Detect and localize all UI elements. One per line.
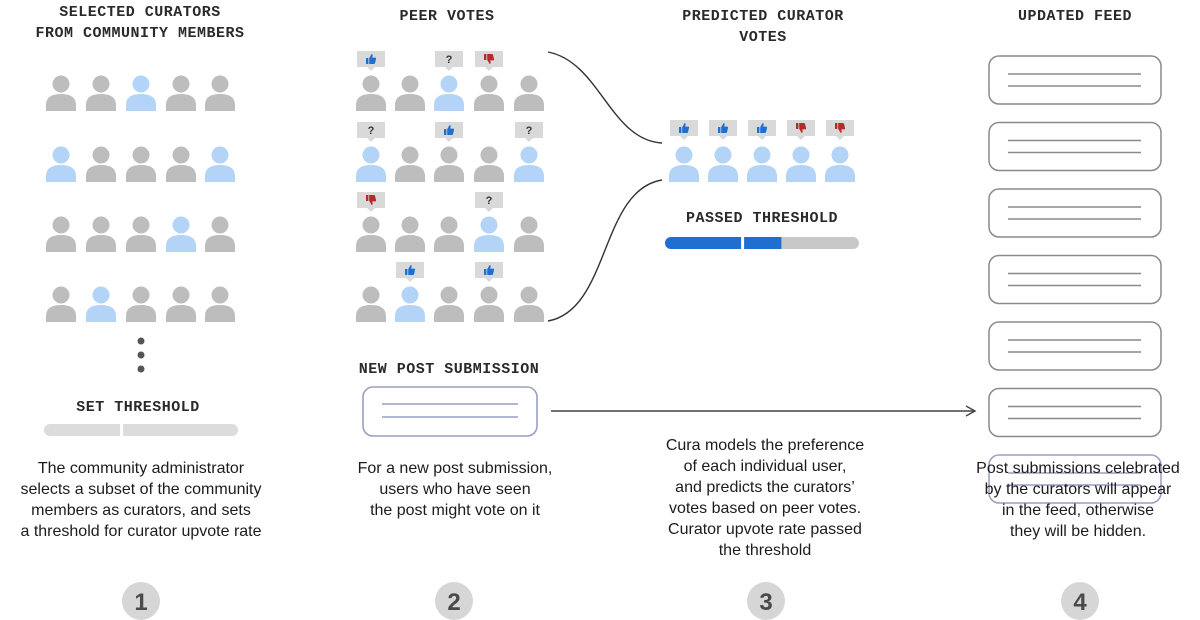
peer-r3-c5 <box>514 217 544 253</box>
vote-badge-r1-c1 <box>357 51 385 71</box>
peer-r1-c4 <box>474 76 504 112</box>
new-post-submission-label: NEW POST SUBMISSION <box>358 361 540 378</box>
step-3-column <box>665 8 864 620</box>
step-4-number-label: 4 <box>1073 589 1087 616</box>
person-r4-c1 <box>46 287 76 323</box>
peer-r1-c3 <box>434 76 464 112</box>
person-r2-c1 <box>46 147 76 183</box>
peer-r3-c1 <box>356 217 386 253</box>
feed-post-card <box>989 56 1161 104</box>
vote-badge-r2-c3 <box>435 122 463 142</box>
vote-badge-r4-c2 <box>396 262 424 282</box>
passed-threshold-fill <box>665 237 781 249</box>
step-4-description-line-2: by the curators will appear <box>984 481 1172 498</box>
person-r1-c1 <box>46 76 76 112</box>
person-r3-c5 <box>205 217 235 253</box>
step-3-title-line-1: PREDICTED CURATOR <box>682 8 844 25</box>
peer-r2-c2 <box>395 147 425 183</box>
predicted-curator-3 <box>747 147 777 183</box>
predicted-curator-votes <box>669 120 855 182</box>
peer-r4-c3 <box>434 287 464 323</box>
peer-r4-c4 <box>474 287 504 323</box>
curator-grid <box>46 76 235 323</box>
peer-r4-c2 <box>395 287 425 323</box>
person-r1-c5 <box>205 76 235 112</box>
step-2-title: PEER VOTES <box>399 8 495 25</box>
step-3-description-line-4: votes based on peer votes. <box>668 500 862 517</box>
feed-post-card <box>989 123 1161 171</box>
connector-curve-bottom <box>548 180 662 321</box>
peer-r2-c3 <box>434 147 464 183</box>
step-4-number <box>1061 582 1099 620</box>
set-threshold-label: SET THRESHOLD <box>76 399 200 416</box>
step-3-description-line-2: of each individual user, <box>683 458 847 475</box>
person-r4-c5 <box>205 287 235 323</box>
peer-r2-c4 <box>474 147 504 183</box>
step-2-column <box>356 8 552 620</box>
peer-r3-c4 <box>474 217 504 253</box>
person-r4-c2 <box>86 287 116 323</box>
step-3-description-line-6: the threshold <box>718 542 812 559</box>
passed-threshold-marker <box>741 237 744 249</box>
vote-badge-r4-c4 <box>475 262 503 282</box>
person-r3-c2 <box>86 217 116 253</box>
svg-text:?: ? <box>367 125 375 137</box>
peer-r2-c1 <box>356 147 386 183</box>
peer-vote-grid <box>356 51 544 322</box>
person-r4-c4 <box>166 287 196 323</box>
new-post-card <box>363 387 537 436</box>
person-r2-c3 <box>126 147 156 183</box>
predicted-vote-badge-5 <box>826 120 854 140</box>
peer-r2-c5 <box>514 147 544 183</box>
peer-r3-c2 <box>395 217 425 253</box>
step-4-title: UPDATED FEED <box>1017 8 1133 25</box>
step-1-description-line-1: The community administrator <box>37 460 245 477</box>
person-r2-c4 <box>166 147 196 183</box>
peer-r4-c5 <box>514 287 544 323</box>
passed-threshold-bar <box>665 237 859 249</box>
peer-r1-c5 <box>514 76 544 112</box>
step-4-description-line-3: in the feed, otherwise <box>1001 502 1155 519</box>
vote-badge-r3-c4 <box>475 192 503 212</box>
person-r1-c3 <box>126 76 156 112</box>
step-4-column <box>976 8 1180 620</box>
person-r3-c1 <box>46 217 76 253</box>
step-4-description-line-4: they will be hidden. <box>1009 523 1147 540</box>
predicted-curator-1 <box>669 147 699 183</box>
predicted-vote-badge-4 <box>787 120 815 140</box>
step-1-number-label: 1 <box>134 589 148 616</box>
set-threshold-bar <box>44 424 238 436</box>
svg-text:?: ? <box>525 125 533 137</box>
passed-threshold-label: PASSED THRESHOLD <box>685 210 839 227</box>
predicted-curator-4 <box>786 147 816 183</box>
step-1-title-line-1: SELECTED CURATORS <box>59 4 221 21</box>
peer-r4-c1 <box>356 287 386 323</box>
person-r2-c2 <box>86 147 116 183</box>
step-1-number <box>122 582 160 620</box>
step-3-description-line-5: Curator upvote rate passed <box>668 521 862 538</box>
predicted-curator-2 <box>708 147 738 183</box>
more-members-ellipsis <box>138 338 145 373</box>
predicted-vote-badge-1 <box>670 120 698 140</box>
step-2-description-line-1: For a new post submission, <box>357 460 553 477</box>
person-r1-c4 <box>166 76 196 112</box>
step-3-number <box>747 582 785 620</box>
step-3-number-label: 3 <box>759 589 773 616</box>
step-3-description-line-1: Cura models the preference <box>665 437 865 454</box>
set-threshold-marker <box>120 424 123 436</box>
feed-post-card <box>989 189 1161 237</box>
peer-r1-c2 <box>395 76 425 112</box>
person-r4-c3 <box>126 287 156 323</box>
step-2-number-label: 2 <box>447 589 461 616</box>
step-1-description-line-2: selects a subset of the community <box>20 481 262 498</box>
svg-text:?: ? <box>485 195 493 207</box>
step-3-title-line-2: VOTES <box>739 29 787 46</box>
step-1-column <box>20 4 261 620</box>
peer-r3-c3 <box>434 217 464 253</box>
person-r3-c4 <box>166 217 196 253</box>
feed-post-card <box>989 256 1161 304</box>
step-1-description-line-4: a threshold for curator upvote rate <box>20 523 262 540</box>
person-r1-c2 <box>86 76 116 112</box>
svg-text:?: ? <box>445 54 453 66</box>
predicted-vote-badge-2 <box>709 120 737 140</box>
step-4-description-line-1: Post submissions celebrated <box>976 460 1180 477</box>
vote-badge-r2-c5 <box>515 122 543 142</box>
set-threshold-track <box>44 424 238 436</box>
step-1-description <box>20 460 261 540</box>
vote-badge-r2-c1 <box>357 122 385 142</box>
step-1-description-line-3: members as curators, and sets <box>31 502 251 519</box>
step-3-description <box>666 437 864 559</box>
step-2-description-line-3: the post might vote on it <box>370 502 540 519</box>
predicted-vote-badge-3 <box>748 120 776 140</box>
vote-badge-r3-c1 <box>357 192 385 212</box>
step-2-number <box>435 582 473 620</box>
vote-badge-r1-c3 <box>435 51 463 71</box>
step-1-title-line-2: FROM COMMUNITY MEMBERS <box>35 25 245 42</box>
updated-feed <box>989 56 1161 503</box>
step-2-description <box>358 460 553 519</box>
feed-post-card <box>989 389 1161 437</box>
peer-r1-c1 <box>356 76 386 112</box>
connector-curve-top <box>548 52 662 143</box>
step-3-description-line-3: and predicts the curators’ <box>675 479 855 496</box>
feed-post-card <box>989 322 1161 370</box>
step-2-description-line-2: users who have seen <box>379 481 531 498</box>
person-r2-c5 <box>205 147 235 183</box>
vote-badge-r1-c4 <box>475 51 503 71</box>
predicted-curator-5 <box>825 147 855 183</box>
person-r3-c3 <box>126 217 156 253</box>
